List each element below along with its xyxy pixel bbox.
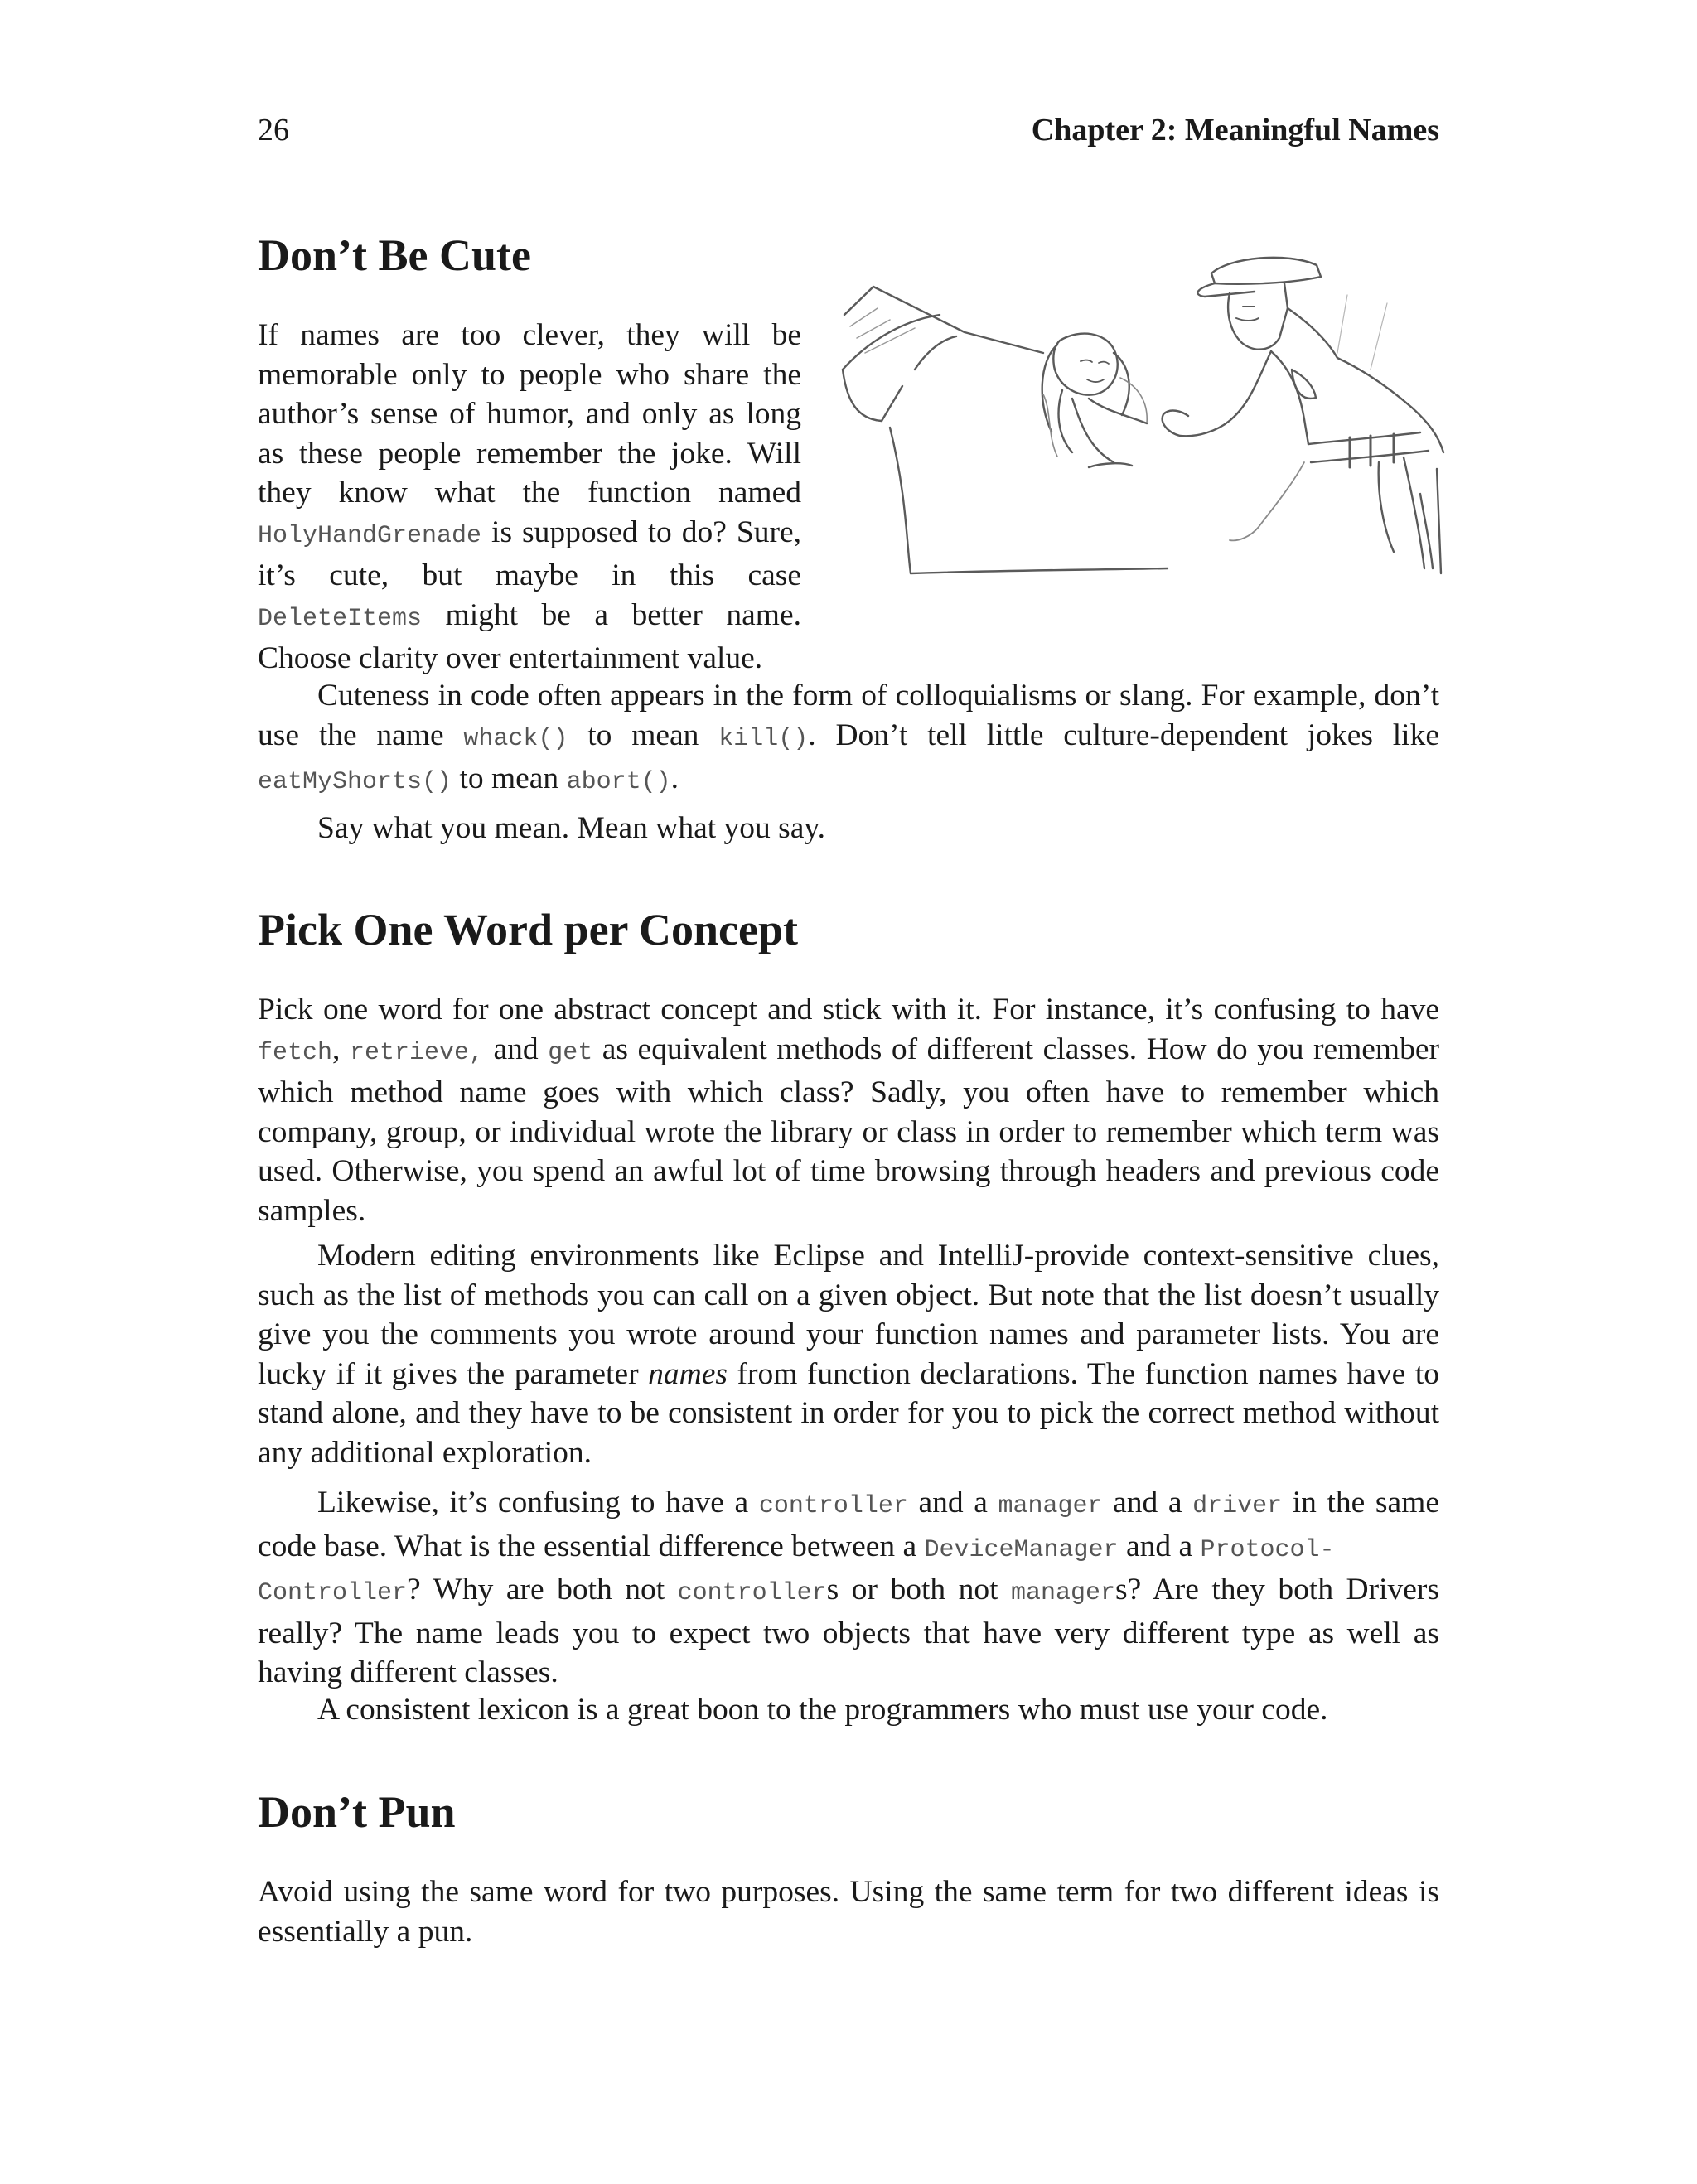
text-run: and a xyxy=(907,1486,998,1520)
paragraph-editing-environments xyxy=(258,1236,1439,1472)
code-protocolcontroller-part2: Controller xyxy=(258,1579,408,1607)
sketch-badge xyxy=(1292,370,1316,399)
code-deleteitems: DeleteItems xyxy=(258,604,423,633)
text-run: and xyxy=(483,1032,549,1066)
page-number: 26 xyxy=(258,113,289,147)
code-protocolcontroller-part1: Protocol- xyxy=(1200,1535,1335,1564)
text-run: is supposed to do? Sure, it’s cute, but maybe in this case xyxy=(258,515,801,592)
sketch-officer-hat xyxy=(1211,258,1321,284)
police-traffic-stop-sketch xyxy=(840,245,1445,582)
text-run: from function declarations. The function names have to stand alone, and they have to be consistent in order for you to pick the correct method without any additional exploration. xyxy=(258,1356,1439,1470)
sketch-door-handle xyxy=(1089,463,1132,467)
sketch-illustration xyxy=(840,245,1445,582)
text-run: to mean xyxy=(568,718,719,752)
text-run: If names are too clever, they will be memorable only to people who share the author’s sense of humor, and only as long as these people remember the joke. Will they know what the function named xyxy=(258,318,801,510)
paragraph-say-what-you-mean: Say what you mean. Mean what you say. xyxy=(317,811,826,845)
heading-dont-be-cute: Don’t Be Cute xyxy=(258,230,531,280)
code-manager: manager xyxy=(998,1492,1103,1520)
code-abort: abort() xyxy=(566,768,671,796)
text-run: to mean xyxy=(452,761,567,795)
heading-pick-one-word: Pick One Word per Concept xyxy=(258,905,799,954)
sketch-windshield xyxy=(844,287,1043,353)
paragraph-pun-intro: Avoid using the same word for two purposes. Using the same term for two different ideas is essentially a pun. xyxy=(258,1875,1439,1949)
sketch-belt xyxy=(1308,432,1429,462)
code-controller: controller xyxy=(758,1492,908,1520)
code-managers: manager xyxy=(1011,1579,1116,1607)
text-run: . Don’t tell little culture-dependent jokes like xyxy=(808,718,1439,752)
code-devicemanager: DeviceManager xyxy=(924,1535,1119,1564)
code-fetch: fetch xyxy=(258,1038,333,1067)
text-run: s? Are they both Drivers really? The name leads you to expect two objects that have very different type as well as having different classes. xyxy=(258,1573,1440,1689)
text-run: as equivalent methods of different classes. How do you remember which method name goes with which class? Sadly, you often have to remember which company, group, or individual wrote the library or class in order to remember which term was used. Otherwise, you spend an awful lot of time browsing through headers and previous code samples. xyxy=(258,1032,1439,1228)
text-run: and a xyxy=(1118,1529,1201,1563)
code-whack: whack() xyxy=(463,724,568,753)
paragraph-cute-intro xyxy=(258,316,801,679)
text-run: ? Why are both not xyxy=(407,1573,678,1607)
text-run: Cuteness in code often appears in the form of colloquialisms or slang. For example, don’t use the name xyxy=(258,679,1439,752)
sketch-car-door xyxy=(890,428,911,573)
emphasis-names: names xyxy=(648,1356,728,1391)
sketch-officer-back xyxy=(1288,308,1443,452)
text-run: , xyxy=(332,1032,350,1066)
sketch-woman-head xyxy=(1053,334,1117,395)
text-run: Pick one word for one abstract concept and stick with it. For instance, it’s confusing to have xyxy=(258,993,1439,1027)
text-run: Modern editing environments like Eclipse and IntelliJ-provide context-sensitive clues, such as the list of methods you can call on a given object. But note that the list doesn’t usually give you the comments you wrote around your function names and parameter lists. You are lucky if it gives the parameter xyxy=(258,1239,1439,1391)
text-run: in the same code base. What is the essential difference between a xyxy=(258,1486,1439,1563)
text-run: s or both not xyxy=(826,1573,1011,1607)
code-controllers: controller xyxy=(677,1579,827,1607)
code-kill: kill() xyxy=(718,724,809,753)
text-run: and a xyxy=(1102,1486,1193,1520)
paragraph-cute-slang xyxy=(258,676,1439,803)
text-run: Likewise, it’s confusing to have a xyxy=(317,1486,759,1520)
text-run: . xyxy=(670,761,679,795)
paragraph-controller-manager xyxy=(258,1483,1439,1693)
text-run: might be a better name. Choose clarity over entertainment value. xyxy=(258,597,801,675)
sketch-officer-arm xyxy=(1180,351,1271,436)
chapter-running-head: Chapter 2: Meaningful Names xyxy=(1031,113,1439,147)
paragraph-one-word-intro xyxy=(258,990,1439,1230)
code-get: get xyxy=(548,1038,593,1067)
code-eatmyshorts: eatMyShorts() xyxy=(258,768,452,796)
code-driver: driver xyxy=(1192,1492,1283,1520)
heading-dont-pun: Don’t Pun xyxy=(258,1787,456,1837)
paragraph-consistent-lexicon: A consistent lexicon is a great boon to the programmers who must use your code. xyxy=(317,1693,1328,1727)
code-holyhandgrenade: HolyHandGrenade xyxy=(258,521,482,550)
code-retrieve: retrieve, xyxy=(349,1038,484,1067)
